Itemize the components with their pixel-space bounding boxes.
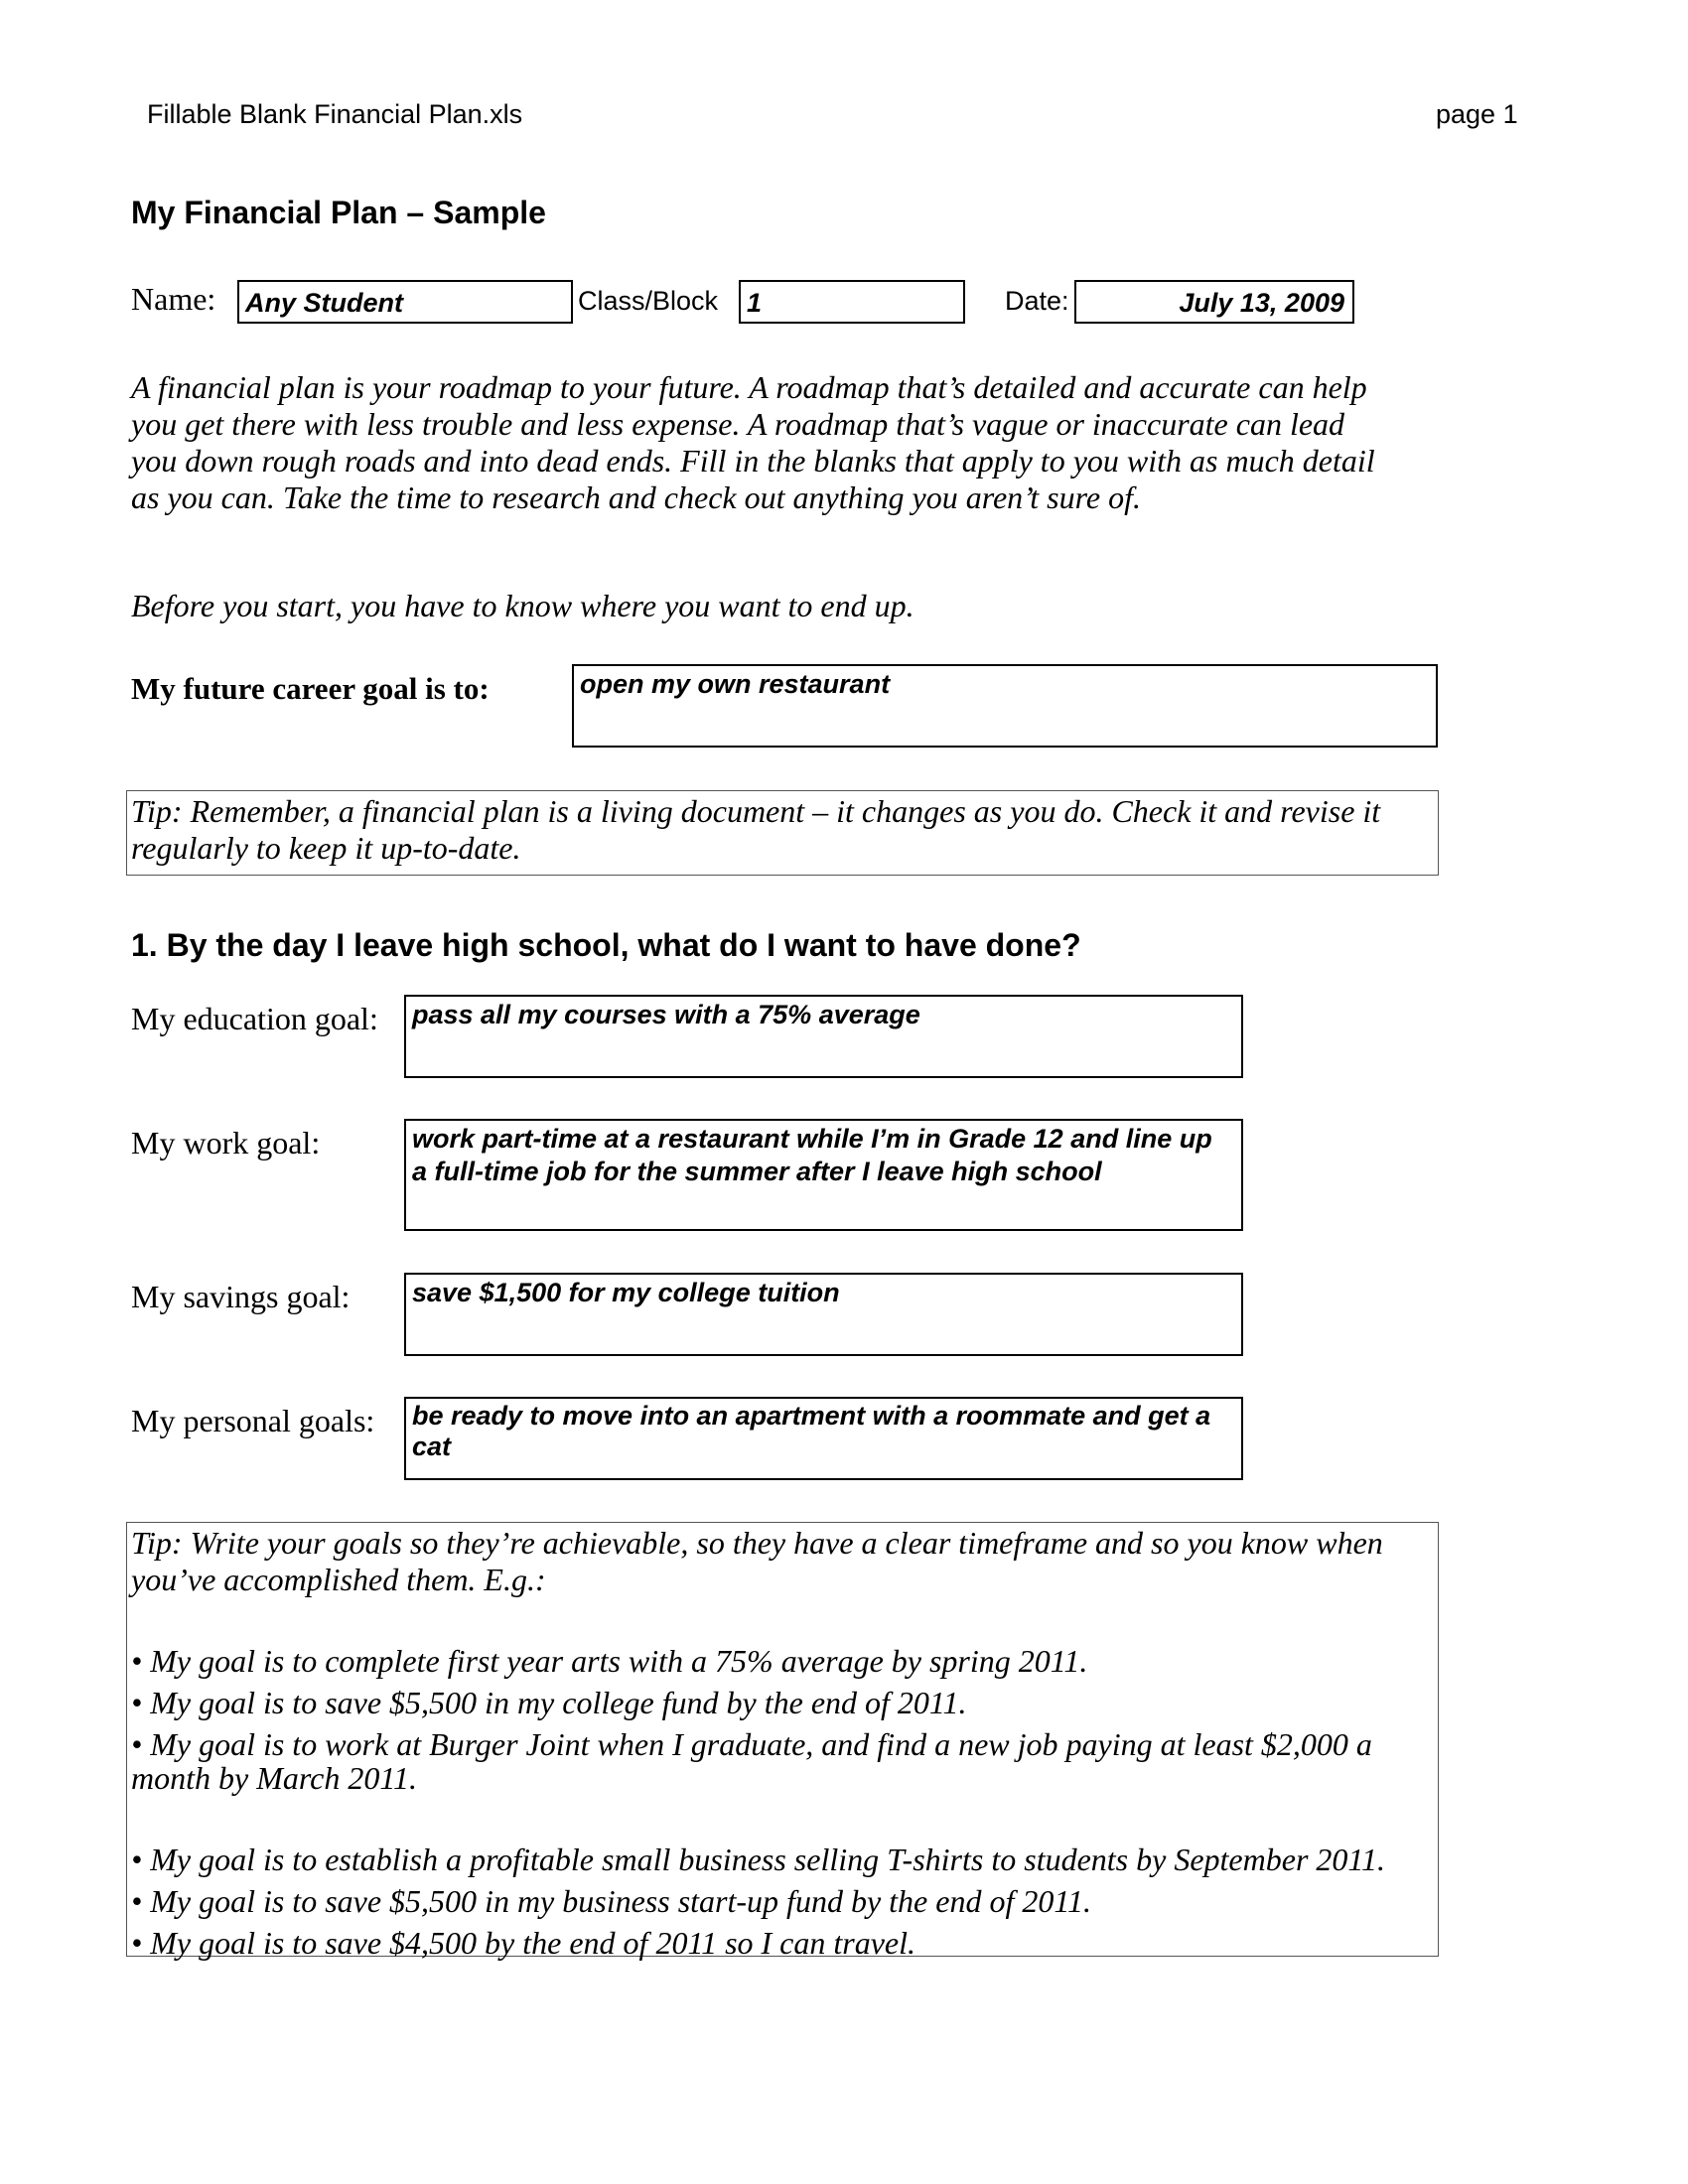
personal-goals-line: cat <box>412 1432 452 1461</box>
spacer <box>131 1598 1434 1640</box>
class-block-field[interactable] <box>739 280 965 324</box>
tip-line: regularly to keep it up-to-date. <box>131 830 521 866</box>
date-label: Date: <box>1005 286 1069 316</box>
tip-line: Tip: Remember, a financial plan is a living document – it changes as you do. Check it and revise it <box>131 793 1381 829</box>
example-group-1 <box>131 1640 1434 1797</box>
class-block-label: Class/Block <box>578 286 719 316</box>
example-line: month by March 2011. <box>131 1760 417 1796</box>
work-goal-line: work part-time at a restaurant while I’m in Grade 12 and line up <box>412 1124 1212 1154</box>
page-number: page 1 <box>1436 99 1518 129</box>
intro-line: as you can. Take the time to research and check out anything you aren’t sure of. <box>131 479 1141 515</box>
intro-line: A financial plan is your roadmap to your future. A roadmap that’s detailed and accurate can help <box>131 369 1367 405</box>
example-line: • My goal is to save $5,500 in my college fund by the end of 2011. <box>131 1685 967 1720</box>
section-1-heading: 1. By the day I leave high school, what do I want to have done? <box>131 927 1081 963</box>
work-goal-field[interactable] <box>404 1119 1243 1231</box>
tip-box-goal-examples <box>126 1522 1439 1961</box>
intro-line: you get there with less trouble and less expense. A roadmap that’s vague or inaccurate can lead <box>131 406 1345 442</box>
savings-goal-label: My savings goal: <box>131 1279 351 1314</box>
tip-goal-examples-text <box>127 1523 1438 1966</box>
class-block-value: 1 <box>747 288 763 318</box>
personal-goals-field[interactable] <box>404 1397 1243 1480</box>
name-field[interactable] <box>237 280 573 324</box>
personal-goals-label: My personal goals: <box>131 1403 375 1438</box>
career-goal-label: My future career goal is to: <box>131 671 490 706</box>
savings-goal-field[interactable] <box>404 1273 1243 1356</box>
example-line: • My goal is to save $4,500 by the end of 2011 so I can travel. <box>131 1925 916 1961</box>
example-group-2 <box>131 1839 1434 1964</box>
education-goal-field[interactable] <box>404 995 1243 1078</box>
personal-goals-line: be ready to move into an apartment with a roommate and get a <box>412 1401 1211 1431</box>
work-goal-line: a full-time job for the summer after I leave high school <box>412 1157 1102 1186</box>
tip-line: you’ve accomplished them. E.g.: <box>131 1562 546 1597</box>
date-field[interactable] <box>1074 280 1354 324</box>
example-line: • My goal is to complete first year arts with a 75% average by spring 2011. <box>131 1643 1088 1679</box>
document-filename: Fillable Blank Financial Plan.xls <box>147 99 523 129</box>
work-goal-label: My work goal: <box>131 1125 321 1160</box>
name-label: Name: <box>131 281 216 317</box>
page-title: My Financial Plan – Sample <box>131 195 546 230</box>
before-start-note: Before you start, you have to know where you want to end up. <box>131 588 914 623</box>
example-line: • My goal is to establish a profitable small business selling T-shirts to students by September 2011. <box>131 1842 1386 1877</box>
education-goal-value: pass all my courses with a 75% average <box>412 1000 920 1029</box>
date-value: July 13, 2009 <box>1179 288 1344 318</box>
example-line: • My goal is to work at Burger Joint when I graduate, and find a new job paying at least $2,000 a <box>131 1726 1372 1762</box>
spacer <box>131 1797 1434 1839</box>
name-value: Any Student <box>245 288 403 318</box>
example-line: • My goal is to save $5,500 in my business start-up fund by the end of 2011. <box>131 1883 1091 1919</box>
intro-line: you down rough roads and into dead ends. Fill in the blanks that apply to you with as much detail <box>131 443 1375 478</box>
tip-text <box>127 791 1438 869</box>
career-goal-field[interactable] <box>572 664 1438 748</box>
tip-box-living-document <box>126 790 1439 876</box>
tip-line: Tip: Write your goals so they’re achievable, so they have a clear timeframe and so you know when <box>131 1525 1383 1561</box>
intro-paragraph <box>131 369 1442 516</box>
work-goal-value <box>406 1121 1241 1190</box>
savings-goal-value: save $1,500 for my college tuition <box>412 1278 840 1307</box>
personal-goals-value <box>406 1399 1241 1464</box>
career-goal-value: open my own restaurant <box>580 669 891 699</box>
education-goal-label: My education goal: <box>131 1001 378 1036</box>
